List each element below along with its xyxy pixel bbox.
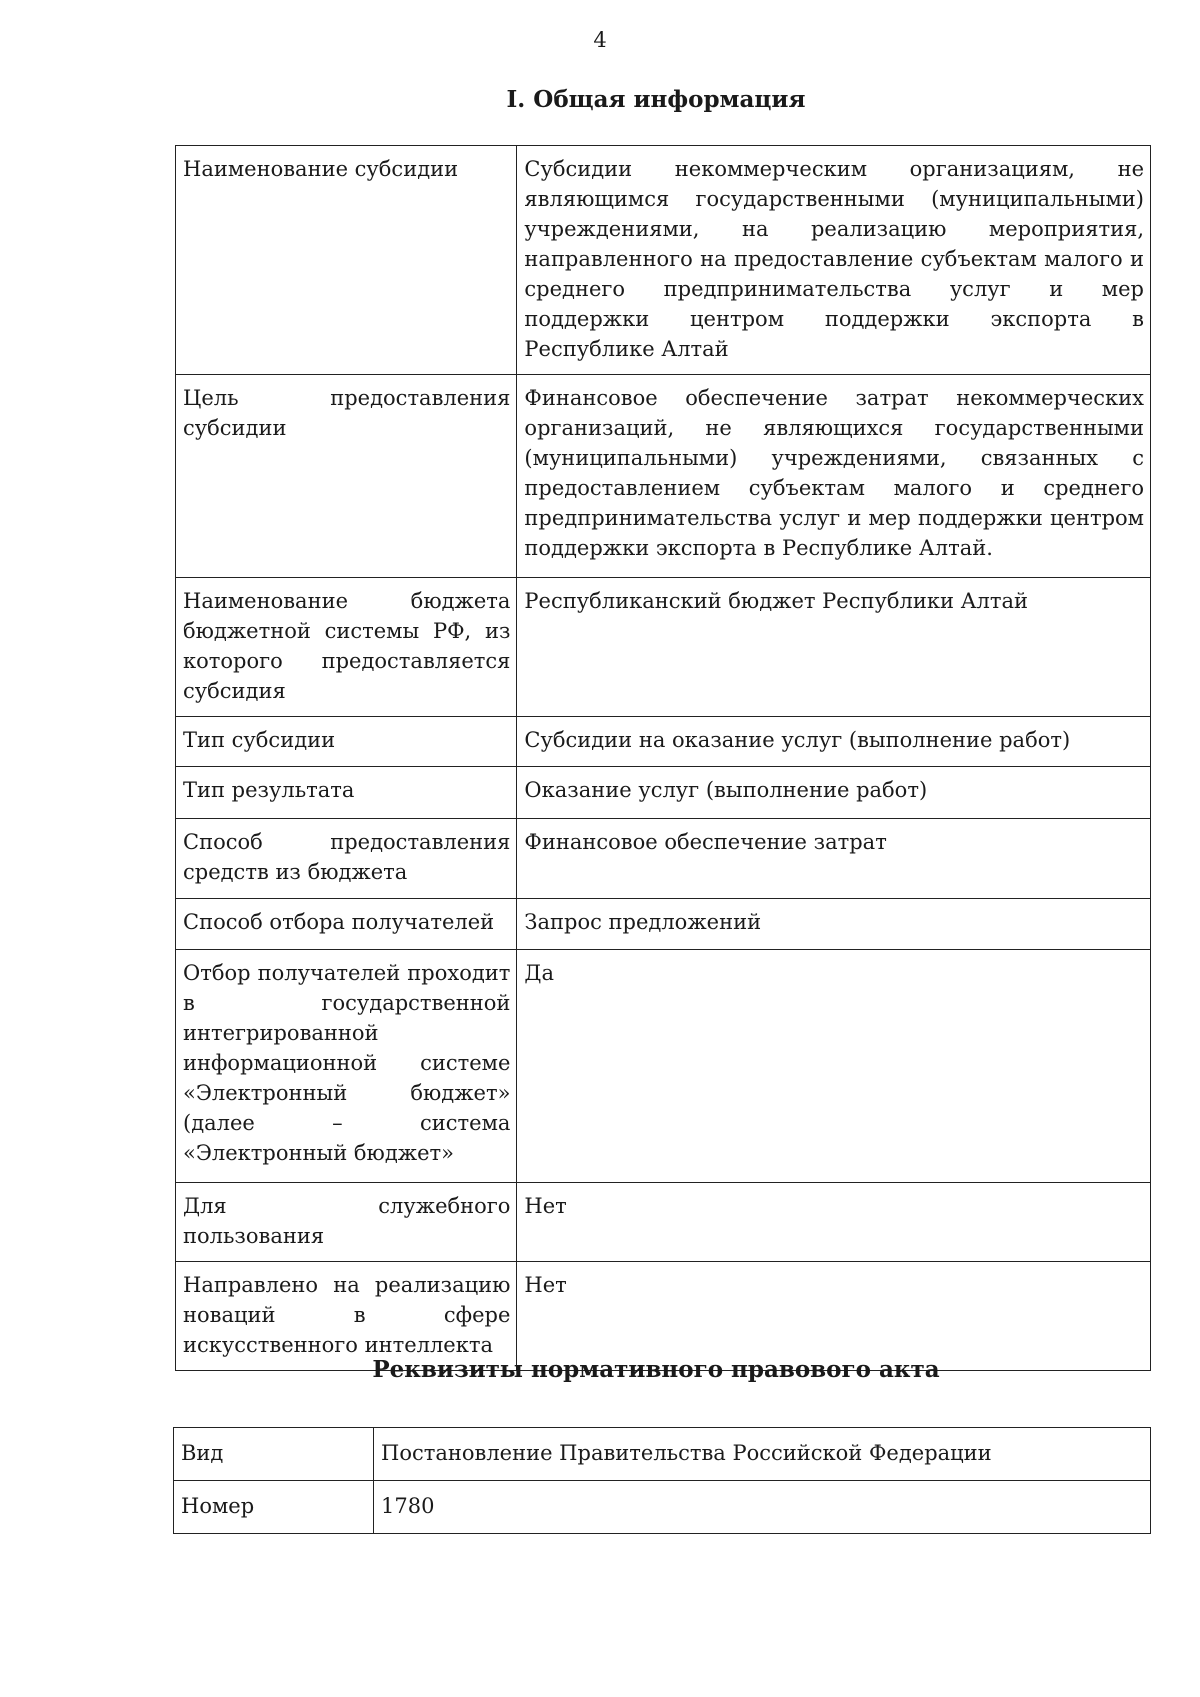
row-value-subsidy-purpose: Финансовое обеспечение затрат некоммерческих организаций, не являющихся государственными (муниципальными) учреждениями, связанных с предоставлением субъектам малого и среднего предпринимательства услуг и мер поддержки центром поддержки экспорта в Республике Алтай. <box>517 375 1151 578</box>
row-label-electronic-budget: Отбор получателей проходит в государственной интегрированной информационной системе «Электронный бюджет» (далее – система «Электронный бюджет» <box>176 950 517 1183</box>
row-value-subsidy-type: Субсидии на оказание услуг (выполнение работ) <box>517 717 1151 767</box>
table-row <box>176 767 1151 819</box>
row-value-act-type: Постановление Правительства Российской Федерации <box>374 1428 1151 1481</box>
row-label-result-type: Тип результата <box>176 767 517 819</box>
row-value-official-use: Нет <box>517 1183 1151 1262</box>
row-label-budget-name: Наименование бюджета бюджетной системы РФ, из которого предоставляется субсидия <box>176 578 517 717</box>
table-row <box>176 1183 1151 1262</box>
row-value-result-type: Оказание услуг (выполнение работ) <box>517 767 1151 819</box>
table-row <box>176 899 1151 950</box>
table-row <box>176 819 1151 899</box>
table-row <box>174 1428 1151 1481</box>
row-label-funding-method: Способ предоставления средств из бюджета <box>176 819 517 899</box>
row-label-subsidy-type: Тип субсидии <box>176 717 517 767</box>
table-row <box>176 950 1151 1183</box>
row-label-official-use: Для служебного пользования <box>176 1183 517 1262</box>
table-row <box>176 146 1151 375</box>
table-row <box>174 1481 1151 1534</box>
row-label-subsidy-purpose: Цель предоставления субсидии <box>176 375 517 578</box>
row-label-subsidy-name: Наименование субсидии <box>176 146 517 375</box>
table-row <box>176 578 1151 717</box>
row-value-ai-innovation: Нет <box>517 1262 1151 1371</box>
row-value-budget-name: Республиканский бюджет Республики Алтай <box>517 578 1151 717</box>
general-info-table <box>175 145 1151 1371</box>
row-value-funding-method: Финансовое обеспечение затрат <box>517 819 1151 899</box>
row-value-subsidy-name: Субсидии некоммерческим организациям, не являющимся государственными (муниципальными) учреждениями, на реализацию мероприятия, направленного на предоставление субъектам малого и среднего предпринимательства услуг и мер поддержки центром поддержки экспорта в Республике Алтай <box>517 146 1151 375</box>
table-row <box>176 717 1151 767</box>
row-label-ai-innovation: Направлено на реализацию новаций в сфере искусственного интеллекта <box>176 1262 517 1371</box>
row-value-electronic-budget: Да <box>517 950 1151 1183</box>
row-label-selection-method: Способ отбора получателей <box>176 899 517 950</box>
section-title-general-info: I. Общая информация <box>506 86 806 113</box>
section-title-legal-act: Реквизиты нормативного правового акта <box>372 1356 940 1383</box>
legal-act-table <box>173 1427 1151 1534</box>
page-number: 4 <box>593 28 607 52</box>
row-value-act-number: 1780 <box>374 1481 1151 1534</box>
row-label-act-number: Номер <box>174 1481 374 1534</box>
table-row <box>176 375 1151 578</box>
row-label-act-type: Вид <box>174 1428 374 1481</box>
table-row <box>176 1262 1151 1371</box>
row-value-selection-method: Запрос предложений <box>517 899 1151 950</box>
